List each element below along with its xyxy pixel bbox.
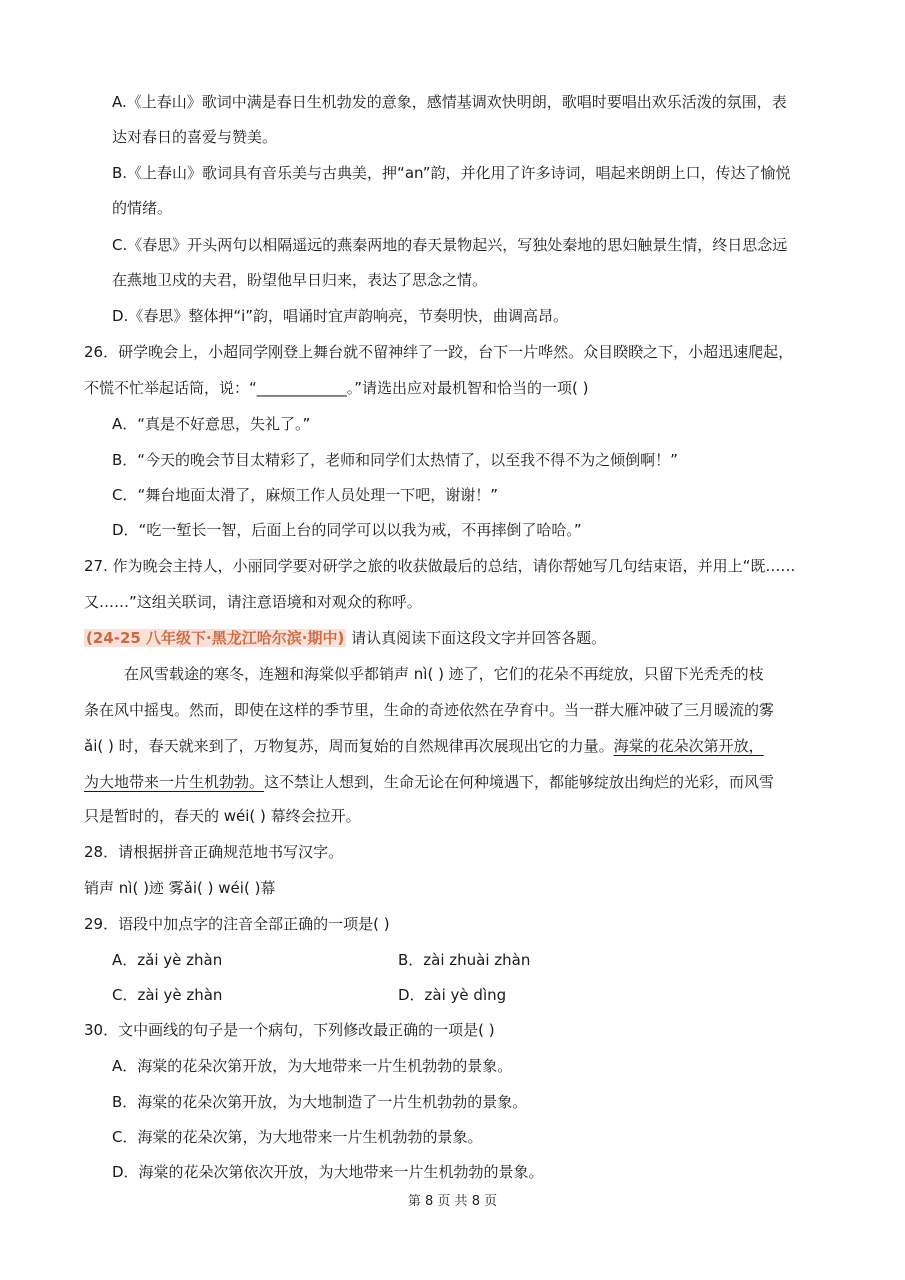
q29-option-b: B．zài zhuài zhàn — [398, 951, 531, 969]
q26-stem-line2: 不慌不忙举起话筒，说：“____________。”请选出应对最机智和恰当的一项( ) — [84, 379, 589, 397]
passage-line1: 在风雪载途的寒冬，连翘和海棠似乎都销声 nì( ) 迹了，它们的花朵不再绽放，只留下光秃秃的枝 — [124, 665, 764, 683]
q25-option-a-line2: 达对春日的喜爱与赞美。 — [112, 128, 278, 146]
q26-option-c: C．“舞台地面太滑了，麻烦工作人员处理一下吧，谢谢！” — [112, 486, 499, 504]
source-tag: (24-25 八年级下·黑龙江哈尔滨·期中) — [86, 629, 345, 647]
q25-option-c-line2: 在燕地卫戍的夫君，盼望他早日归来，表达了思念之情。 — [112, 271, 488, 289]
passage-header — [84, 628, 606, 648]
q25-option-d: D.《春思》整体押“i”韵，唱诵时宜声韵响亮，节奏明快，曲调高昂。 — [112, 307, 569, 325]
q25-option-c-line1: C.《春思》开头两句以相隔遥远的燕秦两地的春天景物起兴，写独处秦地的思妇触景生情，终日思念远 — [112, 236, 788, 254]
passage-line2: 条在风中摇曳。然而，即使在这样的季节里，生命的奇迹依然在孕育中。当一群大雁冲破了三月暖流的雾 — [84, 701, 775, 719]
q30-option-c: C．海棠的花朵次第，为大地带来一片生机勃勃的景象。 — [112, 1128, 483, 1146]
q26-stem-line1: 26．研学晚会上，小超同学刚登上舞台就不留神绊了一跤，台下一片哗然。众目睽睽之下，小超迅速爬起， — [84, 343, 794, 361]
q27-stem-line1: 27. 作为晚会主持人，小丽同学要对研学之旅的收获做最后的总结，请你帮她写几句结束语，并用上“既…… — [84, 557, 796, 575]
q25-option-a-line1: A.《上春山》歌词中满是春日生机勃发的意象，感情基调欢快明朗，歌唱时要唱出欢乐活泼的氛围，表 — [112, 93, 787, 111]
q30-option-d: D．海棠的花朵次第依次开放，为大地带来一片生机勃勃的景象。 — [112, 1163, 544, 1181]
passage-line3-text: ǎi( ) 时，春天就来到了，万物复苏，周而复始的自然规律再次展现出它的力量。 — [84, 737, 614, 755]
q26-option-a: A．“真是不好意思，失礼了。” — [112, 415, 311, 433]
q29-option-a: A．zǎi yè zhàn — [112, 951, 223, 969]
q25-option-b-line2: 的情绪。 — [112, 199, 173, 217]
page-footer: 第 8 页 共 8 页 — [407, 1194, 498, 1209]
q26-option-d: D．“吃一堑长一智，后面上台的同学可以以我为戒，不再摔倒了哈哈。” — [112, 521, 582, 539]
underlined-sentence-part2: 为大地带来一片生机勃勃。 — [84, 773, 265, 791]
passage-line4-text: 这不禁让人想到，生命无论在何种境遇下，都能够绽放出绚烂的光彩，而风雪 — [264, 773, 775, 791]
passage-intro: 请认真阅读下面这段文字并回答各题。 — [351, 629, 607, 647]
q25-option-b-line1: B.《上春山》歌词具有音乐美与古典美，押“an”韵，并化用了许多诗词，唱起来朗朗上口，传达了愉悦 — [112, 164, 791, 182]
underlined-sentence-part1: 海棠的花朵次第开放， — [613, 737, 764, 755]
q28-answer-line: 销声 nì( )迹 雾ǎi( ) wéi( )幕 — [84, 879, 276, 897]
passage-line5: 只是暂时的，春天的 wéi( ) 幕终会拉开。 — [84, 807, 361, 825]
q30-option-b: B．海棠的花朵次第开放，为大地制造了一片生机勃勃的景象。 — [112, 1093, 528, 1111]
q27-stem-line2: 又……”这组关联词，请注意语境和对观众的称呼。 — [84, 593, 422, 611]
passage-line4 — [84, 772, 774, 792]
q28-stem: 28．请根据拼音正确规范地书写汉字。 — [84, 843, 344, 861]
q29-option-d: D．zài yè dìng — [398, 986, 507, 1004]
passage-line3 — [84, 736, 764, 756]
q30-option-a: A．海棠的花朵次第开放，为大地带来一片生机勃勃的景象。 — [112, 1057, 513, 1075]
q29-option-c: C．zài yè zhàn — [112, 986, 223, 1004]
q26-option-b: B．“今天的晚会节目太精彩了，老师和同学们太热情了，以至我不得不为之倾倒啊！” — [112, 451, 678, 469]
q30-stem: 30．文中画线的句子是一个病句，下列修改最正确的一项是( ) — [84, 1021, 495, 1039]
q29-stem: 29．语段中加点字的注音全部正确的一项是( ) — [84, 915, 390, 933]
